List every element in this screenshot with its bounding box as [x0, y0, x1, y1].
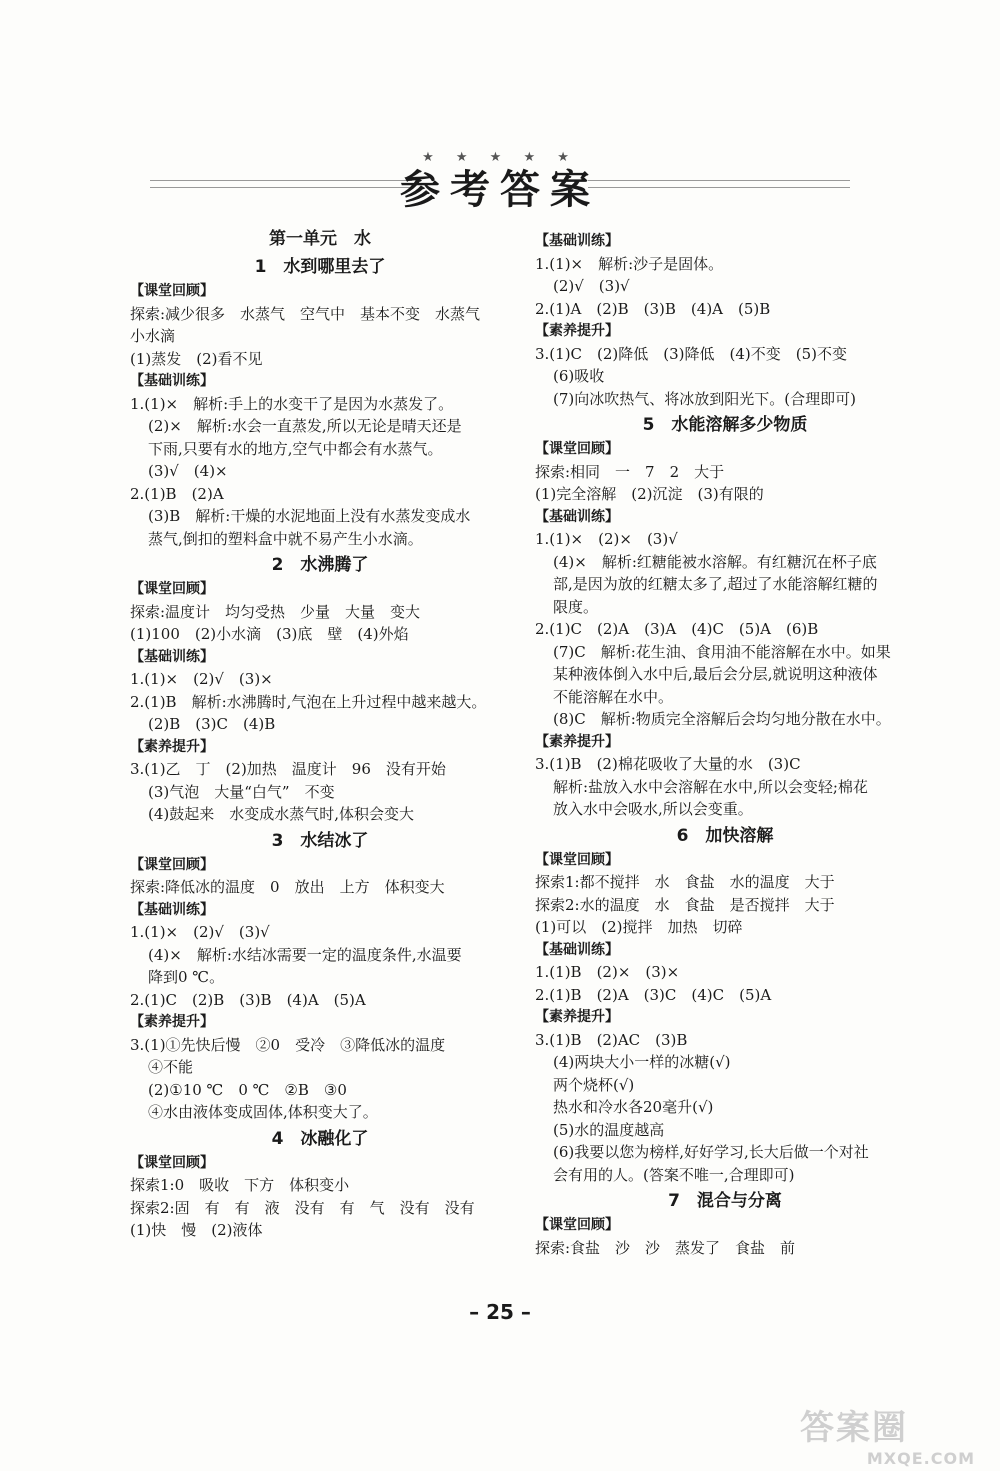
subsection-tag: 【基础训练】 — [130, 373, 214, 389]
subsection-tag: 【课堂回顾】 — [535, 1217, 619, 1233]
answer-line-indented: 热水和冷水各20毫升(√) — [553, 1098, 714, 1116]
section-heading: 4 冰融化了 — [271, 1128, 369, 1149]
answer-line: 1.(1)× 解析:沙子是固体。 — [535, 254, 724, 273]
answer-line-indented: 限度。 — [553, 597, 599, 616]
answer-line-indented: 解析:盐放入水中会溶解在水中,所以会变轻;棉花 — [553, 777, 868, 796]
subsection-tag: 【素养提升】 — [130, 1014, 214, 1030]
answer-line: 2.(1)B 解析:水沸腾时,气泡在上升过程中越来越大。 — [130, 692, 487, 711]
subsection-tag: 【课堂回顾】 — [130, 581, 214, 597]
subsection-tag: 【素养提升】 — [130, 738, 214, 755]
answer-line: 1.(1)B (2)× (3)× — [535, 963, 680, 981]
answer-line-indented: (7)C 解析:花生油、食用油不能溶解在水中。如果 — [553, 642, 891, 661]
answer-line: 1.(1)× (2)√ (3)× — [130, 670, 273, 688]
section-heading: 2 水沸腾了 — [271, 555, 369, 575]
answer-line: 探索2:水的温度 水 食盐 是否搅拌 大于 — [535, 895, 835, 914]
answer-line: 探索:温度计 均匀受热 少量 大量 变大 — [130, 602, 421, 621]
page-title: 参考答案 — [400, 167, 600, 213]
answer-line-indented: (6)我要以您为榜样,好好学习,长大后做一个对社 — [553, 1143, 869, 1161]
answer-line-indented: (2)B (3)C (4)B — [148, 715, 276, 733]
watermark — [800, 1400, 975, 1468]
answer-line: 探索1:都不搅拌 水 食盐 水的温度 大于 — [535, 873, 835, 891]
subsection-tag: 【课堂回顾】 — [535, 851, 619, 868]
answer-line-indented: 蒸气,倒扣的塑料盒中就不易产生小水滴。 — [148, 529, 423, 548]
subsection-tag: 【素养提升】 — [535, 1009, 619, 1025]
subsection-tag: 【课堂回顾】 — [130, 856, 214, 873]
answer-line: 1.(1)× (2)√ (3)√ — [130, 923, 270, 941]
subsection-tag: 【课堂回顾】 — [535, 441, 619, 457]
answer-line-indented: 会有用的人。(答案不唯一,合理即可) — [553, 1165, 795, 1184]
subsection-tag: 【课堂回顾】 — [130, 283, 214, 299]
watermark-site: MXQE.COM — [866, 1449, 975, 1468]
answer-line-indented: (6)吸收 — [553, 367, 605, 385]
answer-line: 探索:食盐 沙 沙 蒸发了 食盐 前 — [535, 1238, 796, 1257]
answer-line: 探索2:固 有 有 液 没有 有 气 没有 没有 — [130, 1198, 475, 1217]
answer-line-indented: 降到0 ℃。 — [148, 968, 225, 986]
answer-line: 探索:相同 一 7 2 大于 — [535, 462, 725, 481]
answer-line: 1.(1)× 解析:手上的水变干了是因为水蒸发了。 — [130, 394, 454, 413]
answer-line-indented: ④不能 — [148, 1058, 194, 1076]
answer-line-indented: (3)√ (4)× — [148, 462, 228, 480]
section-heading: 1 水到哪里去了 — [254, 257, 386, 277]
watermark-brand: 答案圈 — [800, 1408, 908, 1448]
answer-line: 探索1:0 吸收 下方 体积变小 — [130, 1176, 350, 1194]
answer-line: (1)100 (2)小水滴 (3)底 壁 (4)外焰 — [130, 625, 409, 643]
answer-line: 3.(1)C (2)降低 (3)降低 (4)不变 (5)不变 — [535, 344, 848, 363]
answer-line: (1)快 慢 (2)液体 — [130, 1221, 263, 1239]
answer-line-indented: (2)× 解析:水会一直蒸发,所以无论是晴天还是 — [148, 417, 462, 435]
subsection-tag: 【基础训练】 — [535, 233, 619, 249]
subsection-tag: 【基础训练】 — [535, 941, 619, 958]
answer-line-indented: (5)水的温度越高 — [553, 1120, 665, 1139]
answer-line: 2.(1)B (2)A (3)C (4)C (5)A — [535, 985, 772, 1004]
answer-line: 探索:降低冰的温度 0 放出 上方 体积变大 — [130, 878, 445, 896]
answer-line: 3.(1)B (2)AC (3)B — [535, 1030, 688, 1049]
answer-line-indented: (4)鼓起来 水变成水蒸气时,体积会变大 — [148, 805, 415, 823]
answer-line: 探索:减少很多 水蒸气 空气中 基本不变 水蒸气 — [130, 304, 481, 323]
answer-line-indented: (4)两块大小一样的冰糖(√) — [553, 1053, 731, 1071]
section-heading: 7 混合与分离 — [668, 1191, 782, 1211]
answer-line-indented: (8)C 解析:物质完全溶解后会均匀地分散在水中。 — [553, 710, 891, 728]
answer-line: 3.(1)①先快后慢 ②0 受冷 ③降低冰的温度 — [130, 1035, 446, 1054]
answer-line-indented: (4)× 解析:水结冰需要一定的温度条件,水温要 — [148, 945, 462, 964]
answer-line: 3.(1)B (2)棉花吸收了大量的水 (3)C — [535, 755, 801, 773]
subsection-tag: 【基础训练】 — [535, 508, 619, 525]
answer-line: (1)蒸发 (2)看不见 — [130, 349, 263, 368]
answer-line-indented: 放入水中会吸水,所以会变重。 — [553, 800, 753, 818]
answer-line-indented: 某种液体倒入水中后,最后会分层,就说明这种液体 — [553, 665, 878, 683]
answer-line: 1.(1)× (2)× (3)√ — [535, 530, 678, 548]
section-heading: 3 水结冰了 — [271, 830, 369, 851]
page-number: – 25 – — [469, 1300, 531, 1324]
title-stars: ★ ★ ★ ★ ★ — [422, 150, 578, 165]
answer-line-indented: (4)× 解析:红糖能被水溶解。有红糖沉在杯子底 — [553, 552, 877, 571]
subsection-tag: 【基础训练】 — [130, 648, 214, 665]
section-heading: 5 水能溶解多少物质 — [642, 415, 808, 435]
answer-line-indented: 不能溶解在水中。 — [553, 687, 674, 706]
subsection-tag: 【素养提升】 — [535, 323, 619, 339]
answer-line-indented: (7)向冰吹热气、将冰放到阳光下。(合理即可) — [553, 389, 856, 408]
answer-line: (1)可以 (2)搅拌 加热 切碎 — [535, 918, 743, 936]
answer-line-indented: (2)√ (3)√ — [553, 277, 630, 295]
answer-line: 2.(1)C (2)A (3)A (4)C (5)A (6)B — [535, 620, 819, 638]
subsection-tag: 【素养提升】 — [535, 733, 619, 750]
answer-line: 2.(1)B (2)A — [130, 484, 224, 503]
answer-line: 3.(1)乙 丁 (2)加热 温度计 96 没有开始 — [130, 760, 446, 778]
answer-line-indented: 两个烧杯(√) — [553, 1075, 635, 1094]
answer-line-indented: 下雨,只要有水的地方,空气中都会有水蒸气。 — [148, 439, 443, 458]
subsection-tag: 【基础训练】 — [130, 901, 214, 918]
answer-line: (1)完全溶解 (2)沉淀 (3)有限的 — [535, 485, 764, 503]
answer-line-indented: (3)B 解析:干燥的水泥地面上没有水蒸发变成水 — [148, 507, 471, 525]
subsection-tag: 【课堂回顾】 — [130, 1154, 214, 1171]
answer-line-indented: (2)①10 ℃ 0 ℃ ②B ③0 — [148, 1080, 347, 1099]
section-heading: 6 加快溶解 — [676, 825, 774, 846]
answer-line-indented: 部,是因为放的红糖太多了,超过了水能溶解红糖的 — [553, 575, 878, 593]
unit-heading: 第一单元 水 — [269, 229, 371, 249]
answer-line: 2.(1)A (2)B (3)B (4)A (5)B — [535, 299, 771, 318]
answer-line-indented: (3)气泡 大量“白气” 不变 — [148, 782, 335, 801]
answer-line: 小水滴 — [130, 327, 176, 345]
left-column — [130, 226, 510, 1242]
answer-line: 2.(1)C (2)B (3)B (4)A (5)A — [130, 990, 366, 1009]
right-column — [535, 230, 915, 1259]
answer-line-indented: ④水由液体变成固体,体积变大了。 — [148, 1103, 378, 1121]
